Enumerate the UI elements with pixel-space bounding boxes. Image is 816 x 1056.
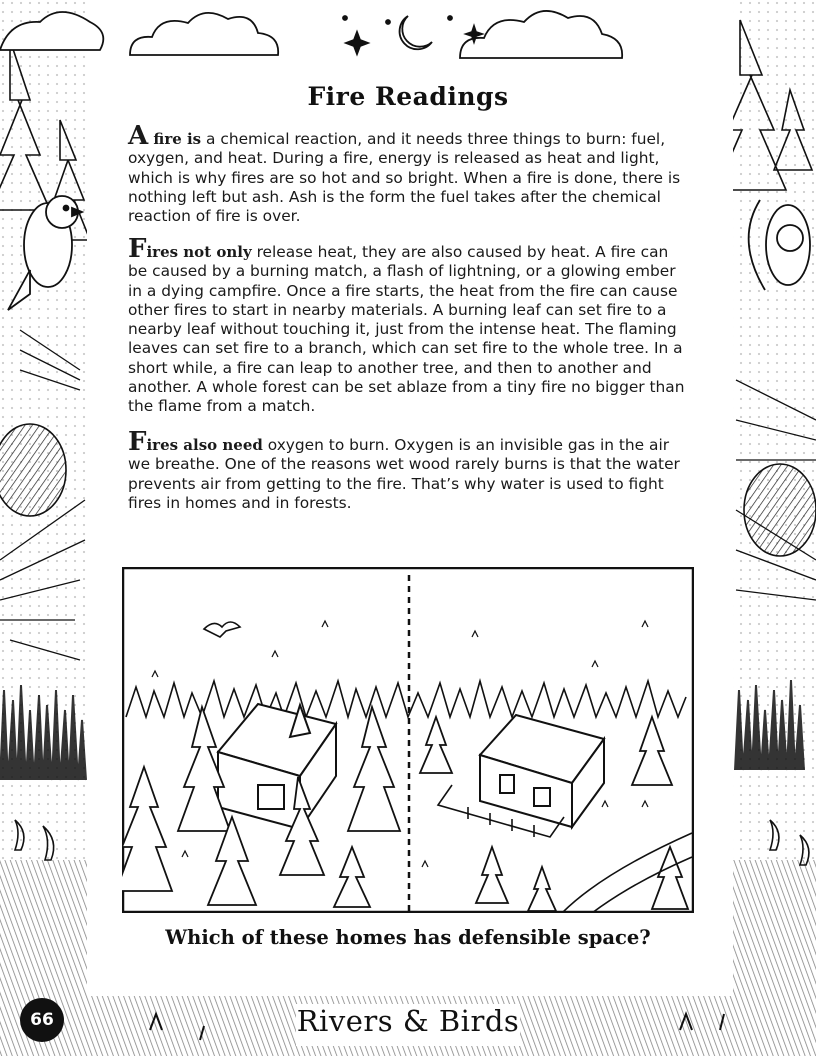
two-homes-illustration — [122, 567, 694, 913]
paragraph-1-text: a chemical reaction, and it needs three things to burn: fuel, oxygen, and heat. During a fire, energy is released as heat and light, which is why fires are so hot and so bright. When a fire is done, there is nothing left but ash. Ash is the form the fuel takes after the chemical reaction of fire is over. — [128, 130, 681, 226]
page-title: Fire Readings — [307, 82, 509, 111]
paragraph-3-dropcap: F — [128, 427, 147, 457]
paragraph-3 — [128, 427, 690, 513]
page-number-badge: 66 — [20, 998, 64, 1042]
paragraph-2-dropcap: F — [128, 234, 147, 264]
paragraph-2-lead: ires not only — [146, 243, 252, 261]
paragraph-2-text: release heat, they are also caused by heat. A fire can be caused by a burning match, a flash of lightning, or a glowing ember in a dying campfire. Once a fire starts, the heat from the fire can cause other fires to start in nearby materials. A burning leaf can set fire to a nearby leaf without touching it, just from the intense heat. The flaming leaves can set fire to a branch, which can set fire to the whole tree. In a short while, a fire can leap to another tree, and then to another and another. A whole forest can be set ablaze from a tiny fire no bigger than the flame from a match. — [128, 243, 685, 416]
paragraph-1-lead: fire is — [148, 130, 202, 148]
paragraph-3-lead: ires also need — [146, 436, 263, 454]
question-text: Which of these homes has defensible space? — [165, 926, 651, 949]
paragraph-3-text: oxygen to burn. Oxygen is an invisible gas in the air we breathe. One of the reasons wet wood rarely burns is that the water prevents air from getting to the fire. That’s why water is used to fight fires in homes and in forests. — [128, 436, 680, 512]
paragraph-1 — [128, 121, 690, 226]
paragraph-2 — [128, 234, 690, 417]
paragraph-1-dropcap: A — [128, 121, 149, 151]
book-title: Rivers & Birds — [296, 1004, 520, 1038]
